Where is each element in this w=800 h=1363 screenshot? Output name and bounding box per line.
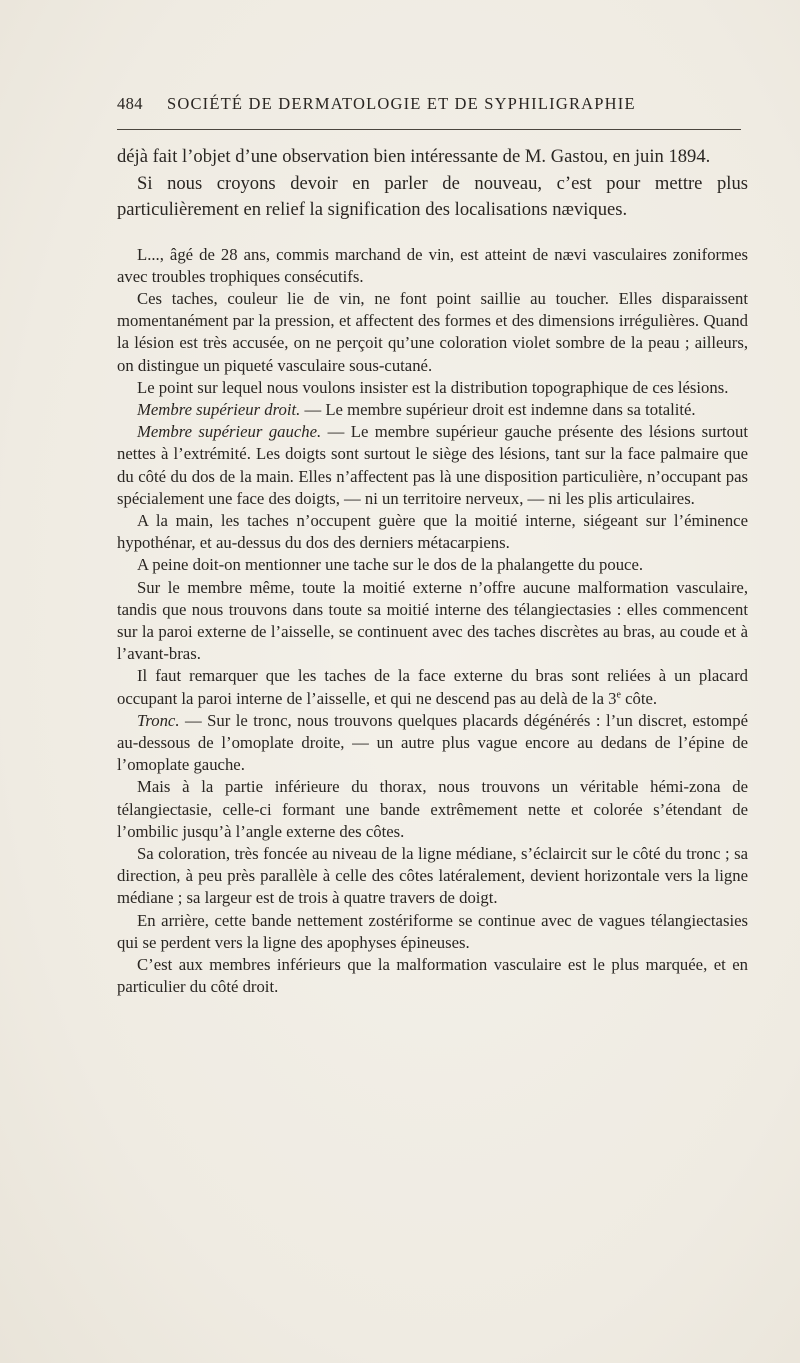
paragraph-text: — Le membre supérieur droit est indemne dans sa totalité. bbox=[300, 399, 696, 419]
paragraph: Si nous croyons devoir en parler de nouveau, c’est pour mettre plus particulièrement en relief la signification des localisations næviques. bbox=[117, 172, 748, 220]
paragraph bbox=[117, 665, 748, 709]
paragraph: C’est aux membres inférieurs que la malformation vasculaire est le plus marquée, et en particulier du côté droit. bbox=[117, 955, 748, 997]
paragraph-text: côte. bbox=[620, 688, 658, 708]
observation-section bbox=[117, 244, 748, 999]
intro-section bbox=[117, 144, 748, 224]
paragraph bbox=[117, 399, 748, 421]
section-label: Tronc. bbox=[137, 710, 180, 730]
paragraph: A la main, les taches n’occupent guère que la moitié interne, siégeant sur l’éminence hypothénar, et au-dessus du dos des derniers métacarpiens. bbox=[117, 510, 748, 553]
running-header bbox=[117, 94, 742, 116]
paragraph: Sa coloration, très foncée au niveau de la ligne médiane, s’éclaircit sur le côté du tronc ; sa direction, à peu près parallèle à celle des côtes latéralement, devient horizontale vers la ligne médiane ; sa largeur est de trois à quatre travers de doigt. bbox=[117, 843, 748, 908]
paragraph: En arrière, cette bande nettement zostériforme se continue avec de vagues télangiectasies qui se perdent vers la ligne des apophyses épineuses. bbox=[117, 910, 748, 952]
page-number: 484 bbox=[117, 94, 143, 113]
section-label: Membre supérieur droit. bbox=[137, 399, 301, 419]
paragraph: déjà fait l’objet d’une observation bien intéressante de M. Gastou, en juin 1894. bbox=[117, 146, 711, 167]
paragraph: Ces taches, couleur lie de vin, ne font point saillie au toucher. Elles disparaissent momentanément par la pression, et affectent des formes et des dimensions irrégulières. Quand la lésion est très accusée, on ne perçoit qu’une coloration violet sombre de la peau ; ailleurs, on distingue un piqueté vasculaire sous-cutané. bbox=[117, 288, 748, 375]
running-title: SOCIÉTÉ DE DERMATOLOGIE ET DE SYPHILIGRAPHIE bbox=[166, 94, 636, 113]
paragraph-text: — Sur le tronc, nous trouvons quelques placards dégénérés : l’un discret, estompé au-dessous de l’omoplate droite, — un autre plus vague encore au dedans de l’épine de l’omoplate gauche. bbox=[117, 710, 748, 775]
paragraph bbox=[117, 421, 748, 510]
paragraph: Le point sur lequel nous voulons insister est la distribution topographique de ces lésions. bbox=[137, 377, 729, 397]
section-label: Membre supérieur gauche. bbox=[137, 422, 322, 442]
paragraph: A peine doit-on mentionner une tache sur le dos de la phalangette du pouce. bbox=[137, 555, 644, 575]
paragraph: Sur le membre même, toute la moitié externe n’offre aucune malformation vasculaire, tandis que nous trouvons dans toute sa moitié interne des télangiectasies : elles commencent sur la paroi externe de l’aisselle, se continuent avec des taches discrètes au bras, au coude et à l’avant-bras. bbox=[117, 577, 748, 664]
superscript: e bbox=[616, 689, 621, 700]
paragraph: Mais à la partie inférieure du thorax, nous trouvons un véritable hémi-zona de télangiectasie, celle-ci formant une bande extrêmement nette et colorée s’étendant de l’ombilic jusqu’à l’angle externe des côtes. bbox=[117, 777, 748, 841]
paragraph: L..., âgé de 28 ans, commis marchand de vin, est atteint de nævi vasculaires zoniformes avec troubles trophiques consécutifs. bbox=[117, 244, 748, 286]
body-text bbox=[117, 144, 748, 998]
paragraph-text: — Le membre supérieur gauche présente des lésions surtout nettes à l’extrémité. Les doigts sont surtout le siège des lésions, tant sur la face palmaire que du côté du dos de la main. Elles n’affectent pas là une disposition particulière, n’occupant pas spécialement une face des doigts, — ni un territoire nerveux, — ni les plis articulaires. bbox=[117, 422, 748, 508]
paragraph bbox=[117, 710, 748, 777]
header-rule bbox=[117, 129, 741, 130]
paragraph-text: Il faut remarquer que les taches de la face externe du bras sont reliées à un placard occupant la paroi interne de l’aisselle, et qui ne descend pas au delà de la 3 bbox=[117, 666, 748, 708]
